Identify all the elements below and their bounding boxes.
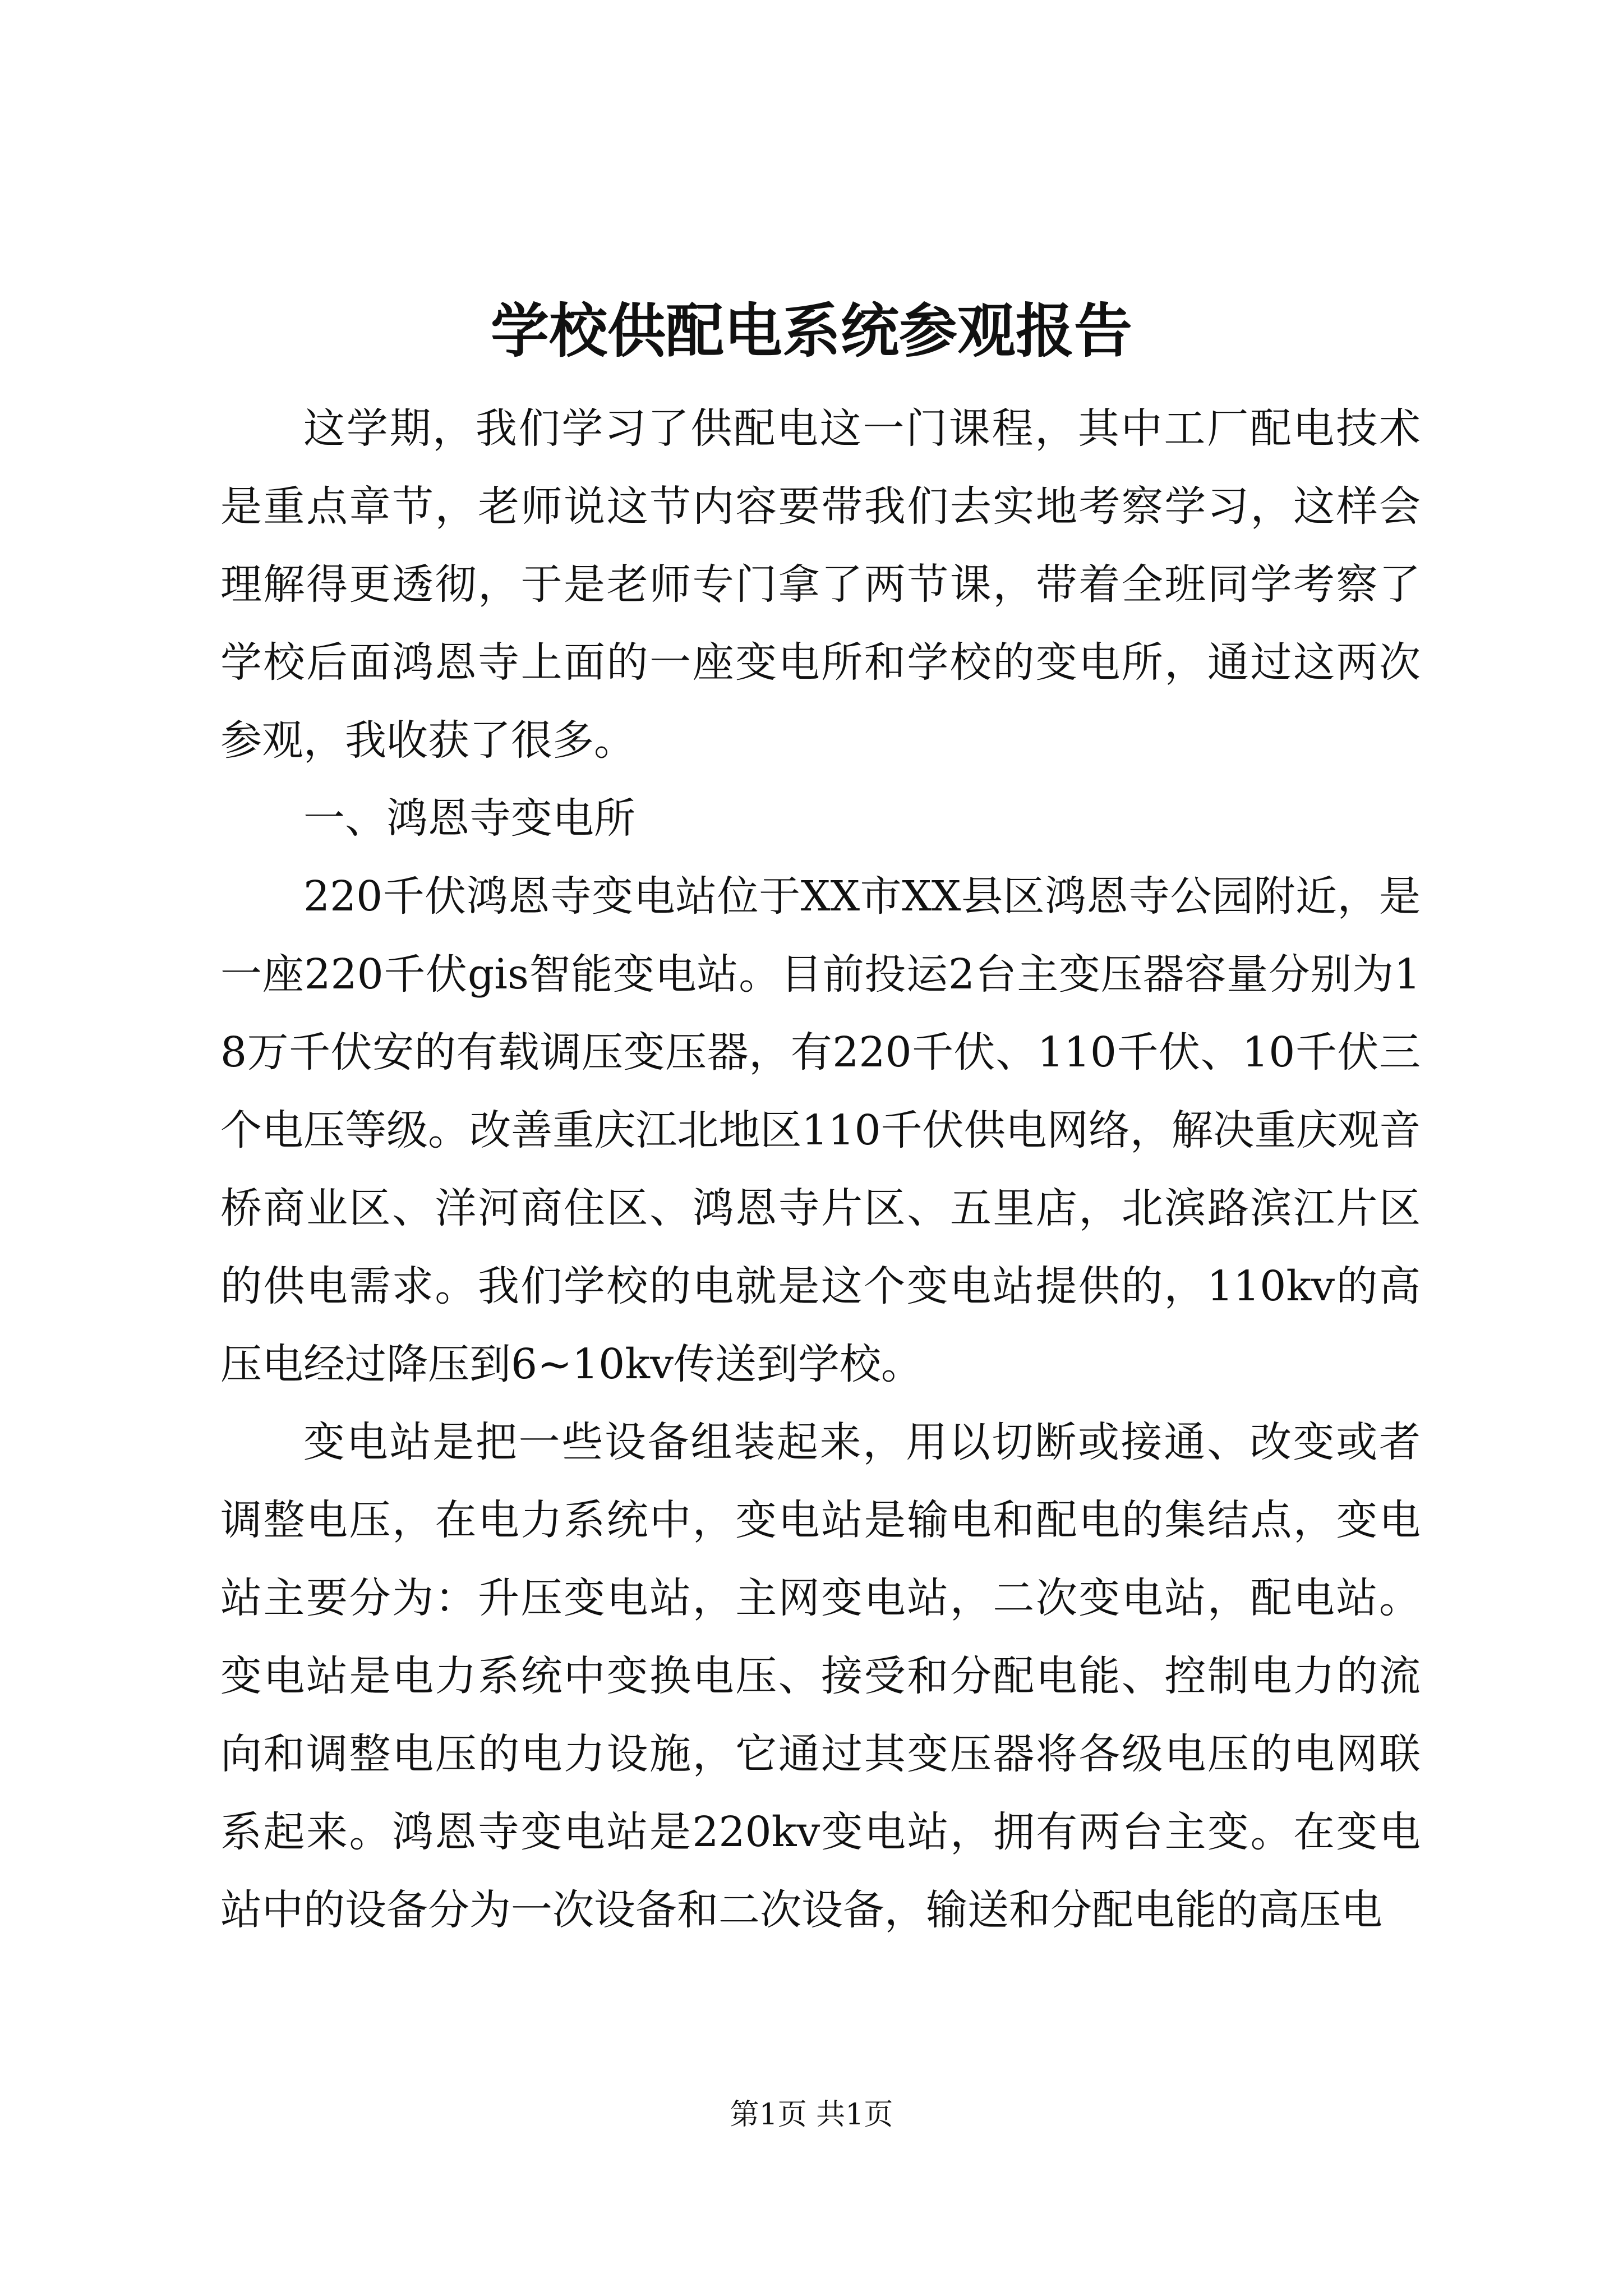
- section-heading: 一、鸿恩寺变电所: [303, 794, 635, 843]
- paragraph-intro: 这学期，我们学习了供配电这一门课程，其中工厂配电技术是重点章节，老师说这节内容要带我们去实地考察学习，这样会理解得更透彻，于是老师专门拿了两节课，带着全班同学考察了学校后面鸿恩寺上面的一座变电所和学校的变电所，通过这两次参观，我收获了很多。: [220, 404, 1421, 765]
- page-footer: 第1页 共1页: [730, 2098, 893, 2132]
- paragraph-substation-overview: 220千伏鸿恩寺变电站位于XX市XX县区鸿恩寺公园附近，是一座220千伏gis智能变电站。目前投运2台主变压器容量分别为18万千伏安的有载调压变压器，有220千伏、110千伏、10千伏三个电压等级。改善重庆江北地区110千伏供电网络，解决重庆观音桥商业区、洋河商住区、鸿恩寺片区、五里店，北滨路滨江片区的供电需求。我们学校的电就是这个变电站提供的，110kv的高压电经过降压到6~10kv传送到学校。: [220, 872, 1421, 1388]
- document-body: [220, 390, 1421, 1949]
- paragraph-substation-function: 变电站是把一些设备组装起来，用以切断或接通、改变或者调整电压，在电力系统中，变电站是输电和配电的集结点，变电站主要分为：升压变电站，主网变电站，二次变电站，配电站。变电站是电力系统中变换电压、接受和分配电能、控制电力的流向和调整电压的电力设施，它通过其变压器将各级电压的电网联系起来。鸿恩寺变电站是220kv变电站，拥有两台主变。在变电站中的设备分为一次设备和二次设备，输送和分配电能的高压电: [220, 1418, 1421, 1934]
- page-title: 学校供配电系统参观报告: [490, 296, 1132, 365]
